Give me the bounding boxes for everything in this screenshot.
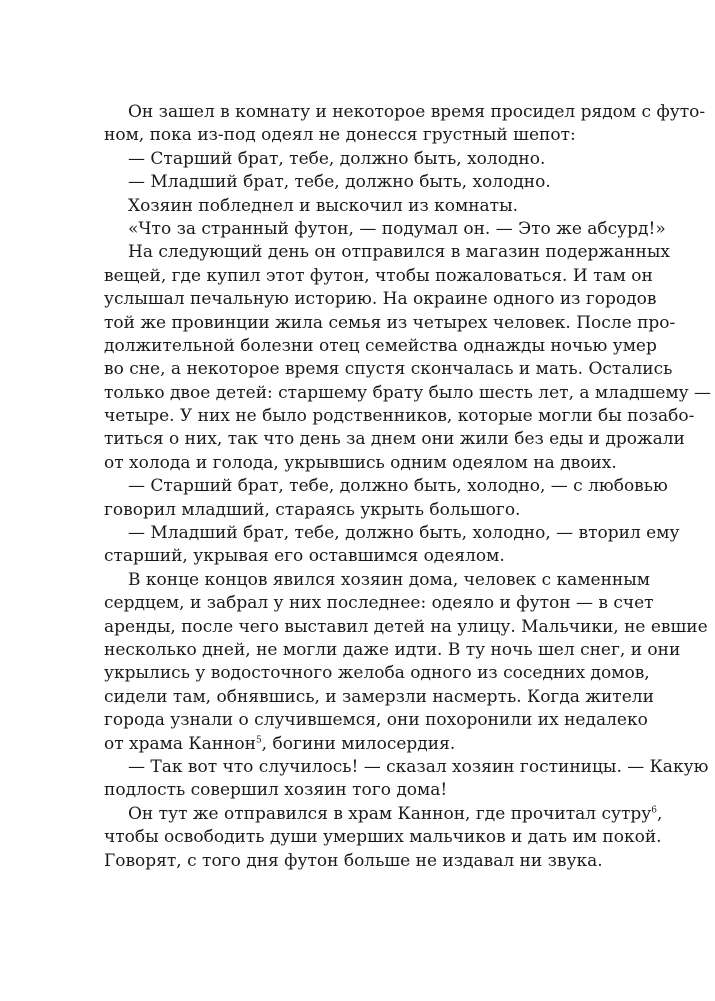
text-line: — Младший брат, тебе, должно быть, холодно. (128, 172, 551, 193)
text-line: ном, пока из-под одеял не донесся грустный шепот: (104, 125, 576, 146)
text-line: Хозяин побледнел и выскочил из комнаты. (128, 195, 519, 216)
text-line: В конце концов явился хозяин дома, человек с каменным (128, 569, 651, 590)
text-line: аренды, после чего выставил детей на улицу. Мальчики, не евшие (104, 616, 708, 637)
text-line: сидели там, обнявшись, и замерзли насмерть. Когда жители (104, 686, 654, 707)
text-line: от холода и голода, укрывшись одним одеялом на двоих. (104, 452, 617, 473)
text-line: подлость совершил хозяин того дома! (104, 780, 448, 801)
text-line: — Младший брат, тебе, должно быть, холодно, — вторил ему (128, 523, 680, 544)
text-line: услышал печальную историю. На окраине одного из городов (104, 289, 657, 310)
text-line (104, 733, 624, 756)
text-line: старший, укрывая его оставшимся одеялом. (104, 546, 505, 567)
text-line: Он зашел в комнату и некоторое время просидел рядом с футо- (128, 102, 706, 122)
text-fragment: , богини милосердия. (261, 733, 456, 754)
text-line (104, 803, 663, 826)
text-line: «Что за странный футон, — подумал он. — Это же абсурд!» (128, 218, 666, 239)
text-line: — Старший брат, тебе, должно быть, холодно, — с любовью (128, 476, 668, 497)
text-line: укрылись у водосточного желоба одного из соседних домов, (104, 663, 650, 684)
text-line: должительной болезни отец семейства однажды ночью умер (104, 335, 657, 356)
text-fragment: Он тут же отправился в храм Каннон, где прочитал сутру (128, 803, 652, 824)
text-line: — Так вот что случилось! — сказал хозяин гостиницы. — Какую (128, 756, 709, 777)
text-line: сердцем, и забрал у них последнее: одеяло и футон — в счет (104, 593, 654, 614)
text-line: — Старший брат, тебе, должно быть, холодно. (128, 148, 546, 169)
text-line: города узнали о случившемся, они похоронили их недалеко (104, 710, 648, 731)
text-line: той же провинции жила семья из четырех человек. После про- (104, 312, 676, 333)
text-line: несколько дней, не могли даже идти. В ту ночь шел снег, и они (104, 639, 681, 660)
text-fragment: от храма Каннон (104, 733, 256, 754)
text-line: говорил младший, стараясь укрыть большого. (104, 499, 521, 520)
footnote-marker: 5 (255, 734, 262, 745)
page-body (104, 101, 712, 873)
text-line: только двое детей: старшему брату было шесть лет, а младшему — (104, 382, 712, 403)
text-line: На следующий день он отправился в магазин подержанных (128, 242, 670, 263)
text-line: вещей, где купил этот футон, чтобы пожаловаться. И там он (104, 265, 653, 286)
text-line: во сне, а некоторое время спустя скончалась и мать. Остались (104, 359, 673, 380)
footnote-marker: 6 (651, 805, 658, 816)
text-line: Говорят, с того дня футон больше не издавал ни звука. (104, 850, 603, 871)
text-line: титься о них, так что день за днем они жили без еды и дрожали (104, 429, 685, 450)
text-fragment: , (657, 803, 663, 824)
text-line: чтобы освободить души умерших мальчиков и дать им покой. (104, 827, 662, 848)
text-line: четыре. У них не было родственников, которые могли бы позабо- (104, 406, 695, 427)
